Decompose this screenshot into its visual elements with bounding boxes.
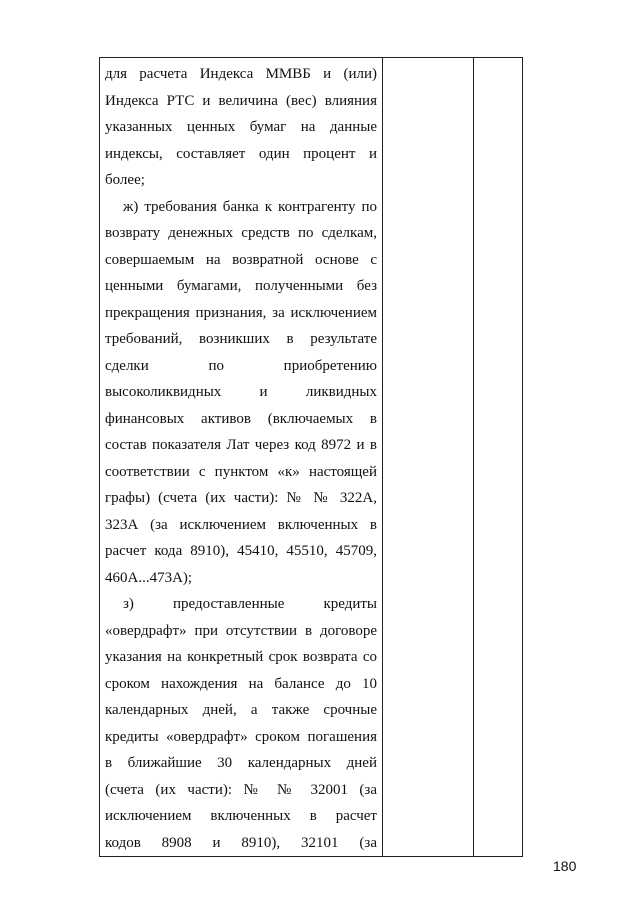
text-line: «овердрафт» при отсутствии в договоре <box>105 622 377 639</box>
text-line: соответствии с пунктом «к» настоящей <box>105 463 377 480</box>
text-line: кодов 8908 и 8910), 32101 (за <box>105 834 377 851</box>
text-line: состав показателя Лат через код 8972 и в <box>105 437 377 453</box>
cell-paragraphs <box>100 58 382 856</box>
text-line: высоколиквидных и ликвидных <box>105 384 377 400</box>
text-line: финансовых активов (включаемых в <box>105 410 377 427</box>
text-line: з) предоставленные кредиты <box>123 596 377 612</box>
table-cell-empty <box>474 58 523 857</box>
text-line: ж) требования банка к контрагенту по <box>123 198 377 215</box>
text-line: более; <box>105 172 145 188</box>
text-line: 460А...473А); <box>105 569 193 586</box>
text-line: сроком нахождения на балансе до 10 <box>105 675 377 692</box>
document-table <box>99 57 523 857</box>
table-cell-empty <box>383 58 474 857</box>
page-number: 180 <box>553 858 577 874</box>
text-line: исключением включенных в расчет <box>105 808 377 824</box>
text-line: требований, возникших в результате <box>105 331 377 347</box>
text-line: ценными бумагами, полученными без <box>105 278 377 294</box>
text-line: Индекса РТС и величина (вес) влияния <box>105 92 377 109</box>
text-line: указания на конкретный срок возврата со <box>105 649 377 665</box>
text-line: календарных дней, а также срочные <box>105 702 377 718</box>
text-line: указанных ценных бумаг на данные <box>105 119 377 135</box>
text-line: (счета (их части): № № 32001 (за <box>105 781 377 798</box>
text-line: прекращения признания, за исключением <box>105 304 377 321</box>
text-line: возврату денежных средств по сделкам, <box>105 225 377 241</box>
text-line: совершаемым на возвратной основе с <box>105 251 377 268</box>
table-row <box>100 58 523 857</box>
text-line: кредиты «овердрафт» сроком погашения <box>105 728 377 745</box>
text-line: для расчета Индекса ММВБ и (или) <box>105 66 377 82</box>
text-line: в ближайшие 30 календарных дней <box>105 755 377 771</box>
text-line: расчет кода 8910), 45410, 45510, 45709, <box>105 543 377 559</box>
table-cell-text <box>100 58 383 857</box>
text-line: графы) (счета (их части): № № 322А, <box>105 490 377 506</box>
text-line: индексы, составляет один процент и <box>105 145 377 162</box>
text-line: сделки по приобретению <box>105 357 377 374</box>
text-line: 323А (за исключением включенных в <box>105 516 377 533</box>
